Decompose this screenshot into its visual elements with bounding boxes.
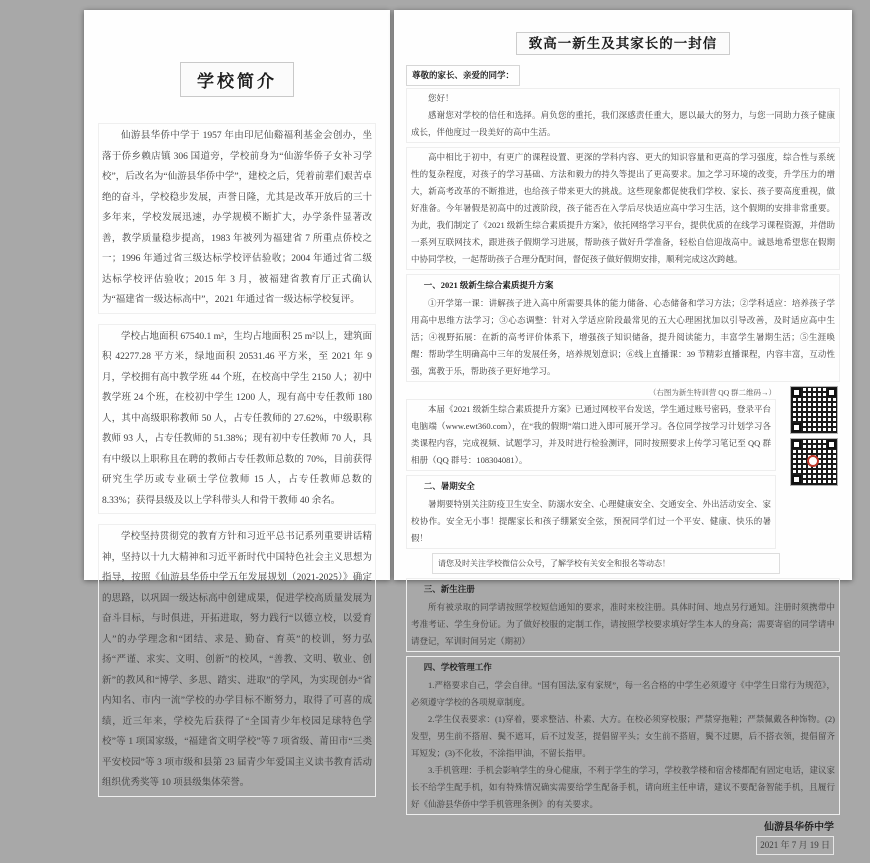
- letter-intro-block: [406, 88, 840, 143]
- management-rule-1: 1.严格要求自己，学会自律。“国有国法,家有家规”，每一名合格的中学生必须遵守《中学生日常行为规范》，必须遵守学校的各项规章制度。: [411, 680, 835, 707]
- letter-salutation: 尊敬的家长、亲爱的同学：: [406, 65, 520, 86]
- section3-heading: 三、新生注册: [423, 584, 475, 594]
- school-history-paragraph: 仙游县华侨中学于 1957 年由印尼仙谿福利基金会创办，坐落于侨乡赖店镇 306 国道旁，学校前身为“仙游华侨子女补习学校”，后改名为“仙游县华侨中学”，建校之后，凭着前辈们艰苦卓绝的奋斗，学校稳步发展，声誉日隆，尤其是改革开放后的三十多年来，学校发展迅速，办学规模不断扩大，办学条件显著改善，教学质量稳步提高，1983 年被列为福建省 7 所重点侨校之一；1996 年通过省三级达标学校评估验收；2004 年通过省二级达标学校评估验收；2015 年 3 月，被福建省教育厅正式确认为“福建省一级达标高中”，2021 年通过省一级达标学校复评。: [98, 123, 376, 314]
- letter-salutation-row: [406, 65, 840, 88]
- wechat-followup-note: 请您及时关注学校微信公众号，了解学校有关安全和报名等动态！: [432, 553, 780, 574]
- letter-intro-paragraph: 感谢您对学校的信任和选择。肩负您的重托，我们深感责任重大，愿以最大的努力，与您一同助力孩子健康成长，伴他度过一段美好的高中生活。: [411, 110, 835, 137]
- management-rule-3: 3.手机管理：手机会影响学生的身心健康，不利于学生的学习，学校教学楼和宿舍楼都配有固定电话，建议家长不给学生配手机，如有特殊情况确实需要给学生配备手机，请向班主任申请，建议不要配备智能手机，且履行好《仙游县华侨中学手机管理条例》的有关要求。: [411, 765, 835, 809]
- section1-block: [406, 274, 840, 382]
- letter-overview-block: [406, 147, 840, 270]
- letter-title-wrap: [406, 32, 840, 55]
- section4-block: [406, 656, 840, 815]
- qr-pointer-note: （右图为新生特训营 QQ 群二维码→）: [648, 388, 776, 397]
- training-camp-qq-group-qr-code-icon: [790, 386, 838, 434]
- section2-body: 暑期要特别关注防疫卫生安全、防溺水安全、心理健康安全、交通安全、外出活动安全、家校协作。安全无小事！提醒家长和孩子绷紧安全弦，预祝同学们过一个平安、健康、快乐的暑假！: [411, 499, 771, 543]
- section3-block: [406, 578, 840, 652]
- section4-heading: 四、学校管理工作: [423, 662, 492, 672]
- school-intro-title: 学校简介: [180, 62, 294, 97]
- qr-zone: [406, 386, 840, 574]
- section2-block: [406, 475, 776, 549]
- signature-block: [406, 819, 834, 855]
- letter-greeting: 您好！: [428, 93, 454, 103]
- letter-overview-paragraph: 高中相比于初中，有更广的课程设置、更深的学科内容、更大的知识容量和更高的学习强度，综合性与系统性的复杂程度，对孩子的学习基础、方法和毅力的持久等提出了更高要求。加之学习环境的改变，升学压力的增大，新高考改革的不断推进，也给孩子带来更大的挑战。这些现象都促使我们学校、家长、孩子要高度重视，做好准备。今年暑假是初高中的过渡阶段，孩子能否在入学后尽快适应高中学习生活，这个假期的安排非常重要。为此，我们制定了《2021 级新生综合素质提升方案》，依托网络学习平台，提供优质的在线学习课程资源，并借助一系列互联网技术，跟进孩子假期学习进展，帮助孩子做好升学准备，轻松自信迎战高中。诚恳地希望您在假期中协同学校，一起帮助孩子合理分配时间，督促孩子做好假期安排，顺利完成这次跨越。: [411, 152, 835, 264]
- qq-logo-ring-icon: [807, 455, 819, 467]
- management-rule-2: 2.学生仪表要求：(1)穿着，要求整洁、朴素、大方。在校必须穿校服；严禁穿拖鞋；严禁佩戴各种饰物。(2)发型，男生前不搭眉、鬓不遮耳，后不过发茎，提倡留平头；女生前不搭眉，鬓不过腮，后不搭衣领，提倡留齐耳短发；(3)不化妆，不涂指甲油，不留长指甲。: [411, 714, 835, 758]
- left-page-content: [84, 10, 390, 817]
- page-school-intro: [84, 10, 390, 788]
- right-page-content: [394, 10, 852, 863]
- letter-title: 致高一新生及其家长的一封信: [516, 32, 731, 55]
- section3-body: 所有被录取的同学请按照学校短信通知的要求，准时来校注册。具体时间、地点另行通知。注册时须携带中考准考证、学生身份证。为了做好校服的定制工作，请按照学校要求填好学生本人的身高；需要寄宿的同学请申请登记，军训时间另定（期初）: [411, 602, 835, 646]
- signature-school-name: 仙游县华侨中学: [764, 822, 834, 833]
- left-title-wrap: [98, 62, 376, 97]
- platform-info-paragraph: 本届《2021 级新生综合素质提升方案》已通过网校平台发送，学生通过账号密码，登录平台电脑端（www.ewt360.com），在“我的假期”端口进入即可展开学习。各位同学按学习计划学习各类课程内容，完成视频、试题学习，并及时进行检验测评，同时按照要求上传学习笔记至 QQ 群相册（QQ 群号：108304081）。: [411, 404, 771, 465]
- section1-body: ①开学第一课：讲解孩子进入高中所需要具体的能力储备、心态储备和学习方法；②学科适应：培养孩子学用高中思维方法学习；③心态调整：针对入学适应阶段最常见的五大心理困扰加以引导改善，及时适应高中生活；④视野拓展：在新的高考评价体系下，增强孩子知识储备，提升阅读能力，丰富学生暑期生活；⑤生涯唤醒：帮助学生明确高中三年的发展任务，培养规划意识；⑥线上直播课：39 节精彩直播课程，内容丰富，互动性强，寓教于乐，帮助孩子更好地学习。: [411, 298, 835, 376]
- platform-info-block: [406, 399, 776, 471]
- school-achievements-paragraph: 学校坚持贯彻党的教育方针和习近平总书记系列重要讲话精神，坚持以十九大精神和习近平新时代中国特色社会主义思想为指导，按照《仙游县华侨中学五年发展规划（2021-2025）》确定的思路，以巩固一级达标高中创建成果，促进学校高质量发展为奋斗目标，与时俱进，开拓进取，努力践行“以德立校，以爱育人”的办学理念和“团结、求是、勤奋、育英”的校训，努力弘扬“严谨、求实、文明、创新”的校风，“善教、文明、敬业、创新”的教风和“博学、多思、踏实、进取”的学风，为实现创办“省内知名、市内一流”学校的办学目标不断努力，取得了可喜的成绩，近三年来，学校先后获得了“全国青少年校园足球特色学校”等 1 项国家级，“福建省文明学校”等 7 项省级、莆田市“三类平安校园”等 3 项市级和县第 23 届青少年爱国主义读书教育活动组织优秀奖等 10 项县级集体荣誉。: [98, 524, 376, 797]
- qr-finder-icon: [792, 423, 801, 432]
- page-letter: [394, 10, 852, 850]
- section1-heading: 一、2021 级新生综合素质提升方案: [423, 280, 554, 290]
- qq-group-qr-code-icon: [790, 438, 838, 486]
- section2-heading: 二、暑期安全: [423, 481, 475, 491]
- qr-finder-icon: [792, 475, 801, 484]
- school-facts-paragraph: 学校占地面积 67540.1 m²，生均占地面积 25 m²以上，建筑面积 42277.28 平方米，绿地面积 20531.46 平方米，至 2021 年 9 月，学校拥有高中教学班 44 个班，在校高中学生 2150 人；初中教学班 24 个班，在校初中学生 1200 人，现有高中专任教师 180 人，其中高级职称教师 50 人，占专任教师的 27.62%，中级职称教师 93 人，占专任教师的 51.38%；现有初中专任教师 70 人，具有中级以上职称且在聘的教师占专任教师总数的 70%，目前获得研究生学历或专业硕士学位教师 15 人，占专任教师总数的 8.33%；获得县级及以上学科带头人和骨干教师 40 余名。: [98, 324, 376, 515]
- signature-date: 2021 年 7 月 19 日: [756, 836, 834, 855]
